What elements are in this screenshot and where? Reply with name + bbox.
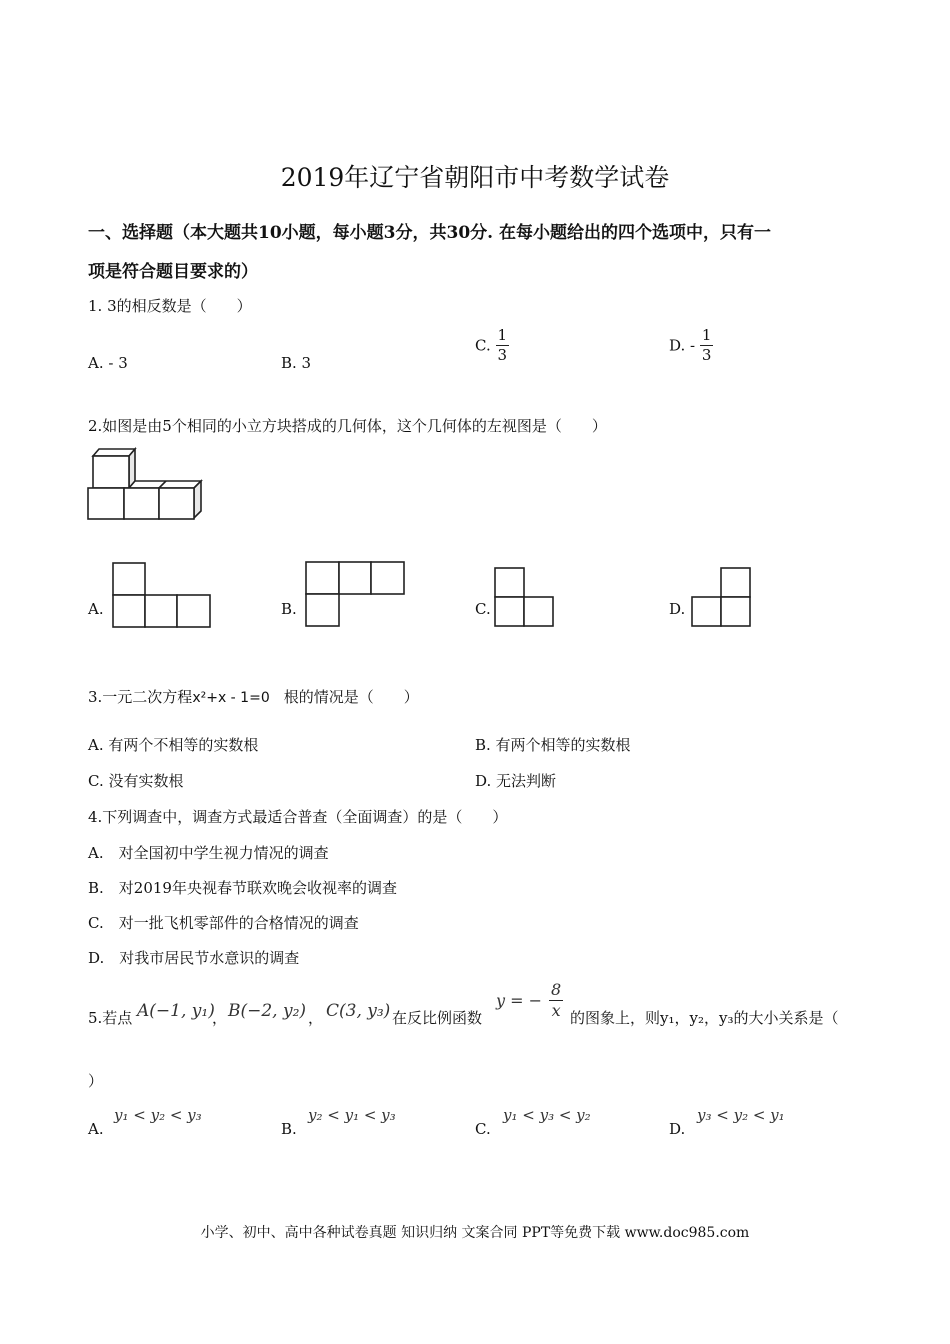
q5-stem-close: ）: [88, 1072, 104, 1090]
q3-option-c: C. 没有实数根: [88, 772, 184, 790]
q5-point-c: C(3, y₃): [326, 1001, 391, 1021]
page-title: 2019年辽宁省朝阳市中考数学试卷: [280, 163, 670, 192]
q1-c-denominator: 3: [497, 346, 508, 364]
q3-stem-prefix: 3.一元二次方程: [88, 688, 193, 706]
q5-option-a-expr: y₁ < y₂ < y₃: [114, 1106, 202, 1124]
q3-equation: x²+x - 1=0: [192, 690, 270, 706]
q1-option-d: [669, 328, 713, 363]
q5-option-b-expr: y₂ < y₁ < y₃: [308, 1106, 396, 1124]
q2-option-c-label: C.: [475, 600, 491, 618]
section-heading-line2: 项是符合题目要求的）: [88, 262, 258, 282]
q1-option-a: A. - 3: [88, 354, 128, 372]
q4-stem: 4.下列调查中，调查方式最适合普查（全面调查）的是（ ）: [88, 808, 508, 826]
q2-option-d-figure: [691, 567, 753, 629]
q4-option-a: A. 对全国初中学生视力情况的调查: [88, 844, 329, 862]
page-footer: 小学、初中、高中各种试卷真题 知识归纳 文案合同 PPT等免费下载 www.doc985.com: [200, 1225, 750, 1241]
q3-option-d: D. 无法判断: [475, 772, 557, 790]
q2-option-c-figure: [494, 567, 556, 629]
q2-option-d-label: D.: [669, 600, 686, 618]
q3-stem: [88, 686, 419, 707]
q5-function-numerator: 8: [551, 980, 562, 999]
q3-option-a: A. 有两个不相等的实数根: [88, 736, 259, 754]
q2-option-b-figure: [305, 561, 407, 627]
q1-option-d-fraction: [700, 328, 714, 363]
section-heading-line1: 一、选择题（本大题共10小题，每小题3分，共30分. 在每小题给出的四个选项中，只有一: [88, 223, 771, 243]
q5-point-a: A(−1, y₁): [137, 1001, 215, 1021]
q5-separator-1: ，: [212, 1009, 228, 1027]
q5-point-b: B(−2, y₂): [228, 1001, 307, 1021]
q4-option-d: D. 对我市居民节水意识的调查: [88, 949, 300, 967]
q3-stem-suffix: 根的情况是（ ）: [283, 688, 419, 706]
q5-stem-prefix: 5.若点: [88, 1009, 133, 1027]
q4-option-c: C. 对一批飞机零部件的合格情况的调查: [88, 914, 359, 932]
q2-option-a-label: A.: [88, 600, 104, 618]
q1-option-d-label: D. -: [669, 336, 696, 355]
q1-c-numerator: 1: [497, 326, 508, 344]
q2-option-b-label: B.: [281, 600, 297, 618]
q5-function-lhs: y = −: [496, 991, 543, 1010]
q1-d-denominator: 3: [701, 346, 712, 364]
q1-option-c-fraction: [496, 328, 510, 363]
q5-stem-mid: 在反比例函数: [392, 1009, 483, 1027]
q5-option-c-expr: y₁ < y₃ < y₂: [503, 1106, 591, 1124]
q5-separator-2: ，: [308, 1009, 324, 1027]
q5-stem-suffix: 的图象上，则y₁，y₂，y₃的大小关系是（: [570, 1009, 839, 1027]
q1-option-b: B. 3: [281, 354, 312, 372]
q5-option-c-label: C.: [475, 1120, 491, 1138]
q5-option-b-label: B.: [281, 1120, 297, 1138]
q3-option-b: B. 有两个相等的实数根: [475, 736, 631, 754]
q2-cube-figure: [86, 446, 206, 522]
q5-option-a-label: A.: [88, 1120, 104, 1138]
q2-stem: 2.如图是由5个相同的小立方块搭成的几何体，这个几何体的左视图是（ ）: [88, 417, 607, 435]
q4-option-b: B. 对2019年央视春节联欢晚会收视率的调查: [88, 879, 397, 897]
q1-option-c: [475, 328, 509, 363]
q2-option-a-figure: [112, 562, 212, 628]
q1-d-numerator: 1: [701, 326, 712, 344]
q1-option-c-label: C.: [475, 336, 491, 355]
q5-option-d-expr: y₃ < y₂ < y₁: [697, 1106, 785, 1124]
q1-stem: 1. 3的相反数是（ ）: [88, 297, 252, 315]
q5-function-denominator: x: [551, 1001, 561, 1020]
q5-option-d-label: D.: [669, 1120, 686, 1138]
q5-function-fraction: [549, 982, 563, 1019]
